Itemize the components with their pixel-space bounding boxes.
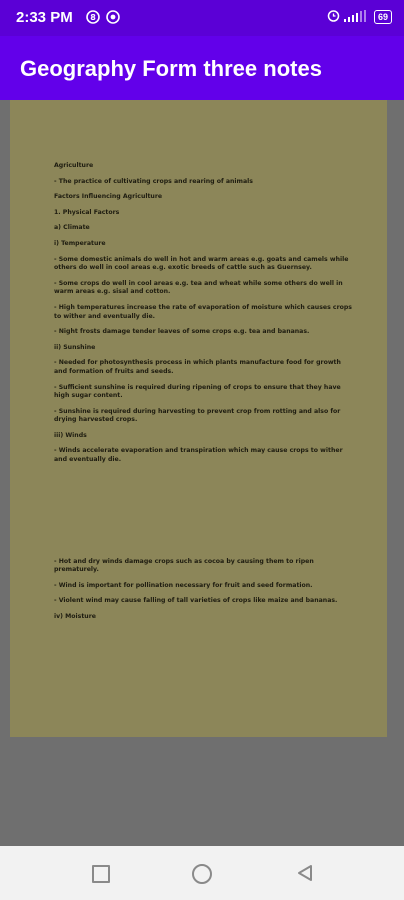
status-time: 2:33 PM xyxy=(16,9,73,26)
document-line: iii) Winds xyxy=(54,431,87,439)
document-line: - Sunshine is required during harvesting to prevent crop from rotting and also for drying harvested crops. xyxy=(54,407,341,424)
recents-button[interactable] xyxy=(92,865,110,883)
signal-icon xyxy=(344,10,370,25)
document-line: ii) Sunshine xyxy=(54,343,96,351)
status-bar xyxy=(0,0,404,36)
document-line: - Needed for photosynthesis process in which plants manufacture food for growth and formation of fruits and seeds. xyxy=(54,359,341,375)
document-line: - High temperatures increase the rate of evaporation of moisture which causes crops to wither and eventually die. xyxy=(54,303,352,320)
page-break-gap xyxy=(54,472,354,558)
app-notification-icon xyxy=(86,10,100,28)
document-line: iv) Moisture xyxy=(54,613,96,621)
status-right-icons xyxy=(327,9,392,25)
document-line: - Violent wind may cause falling of tall varieties of crops like maize and bananas. xyxy=(54,597,338,605)
document-line: - The practice of cultivating crops and rearing of animals xyxy=(54,177,253,185)
svg-text:8: 8 xyxy=(90,13,96,22)
document-line: - Night frosts damage tender leaves of some crops e.g. tea and bananas. xyxy=(54,328,310,336)
document-line: - Some domestic animals do well in hot and warm areas e.g. goats and camels while others do well in cool areas e.g. exotic breeds of cattle such as Guernsey. xyxy=(54,255,349,272)
document-line: - Wind is important for pollination necessary for fruit and seed formation. xyxy=(54,581,313,589)
document-line: - Winds accelerate evaporation and transpiration which may cause crops to wither and eventually die. xyxy=(54,447,343,464)
back-triangle-icon xyxy=(296,864,314,882)
document-line: - Sufficient sunshine is required during ripening of crops to ensure that they have high sugar content. xyxy=(54,383,341,400)
battery-icon: 69 xyxy=(374,10,392,24)
chrome-icon xyxy=(106,10,120,28)
document-line: i) Temperature xyxy=(54,239,106,247)
navigation-bar xyxy=(0,846,404,900)
document-line: Agriculture xyxy=(54,162,94,169)
document-text xyxy=(54,162,354,629)
document-line: - Hot and dry winds damage crops such as cocoa by causing them to ripen prematurely. xyxy=(54,557,314,574)
document-line: Factors Influencing Agriculture xyxy=(54,193,163,201)
home-button[interactable] xyxy=(192,864,212,884)
back-button[interactable] xyxy=(296,864,316,884)
pdf-viewer[interactable] xyxy=(0,100,404,846)
document-line: 1. Physical Factors xyxy=(54,208,120,216)
document-line: a) Climate xyxy=(54,224,90,232)
document-page[interactable] xyxy=(10,100,387,737)
document-line: - Some crops do well in cool areas e.g. tea and wheat while some others do well in warm areas e.g. sisal and cotton. xyxy=(54,279,343,296)
alarm-icon xyxy=(327,9,340,25)
app-bar xyxy=(0,36,404,100)
app-title: Geography Form three notes xyxy=(20,56,322,81)
